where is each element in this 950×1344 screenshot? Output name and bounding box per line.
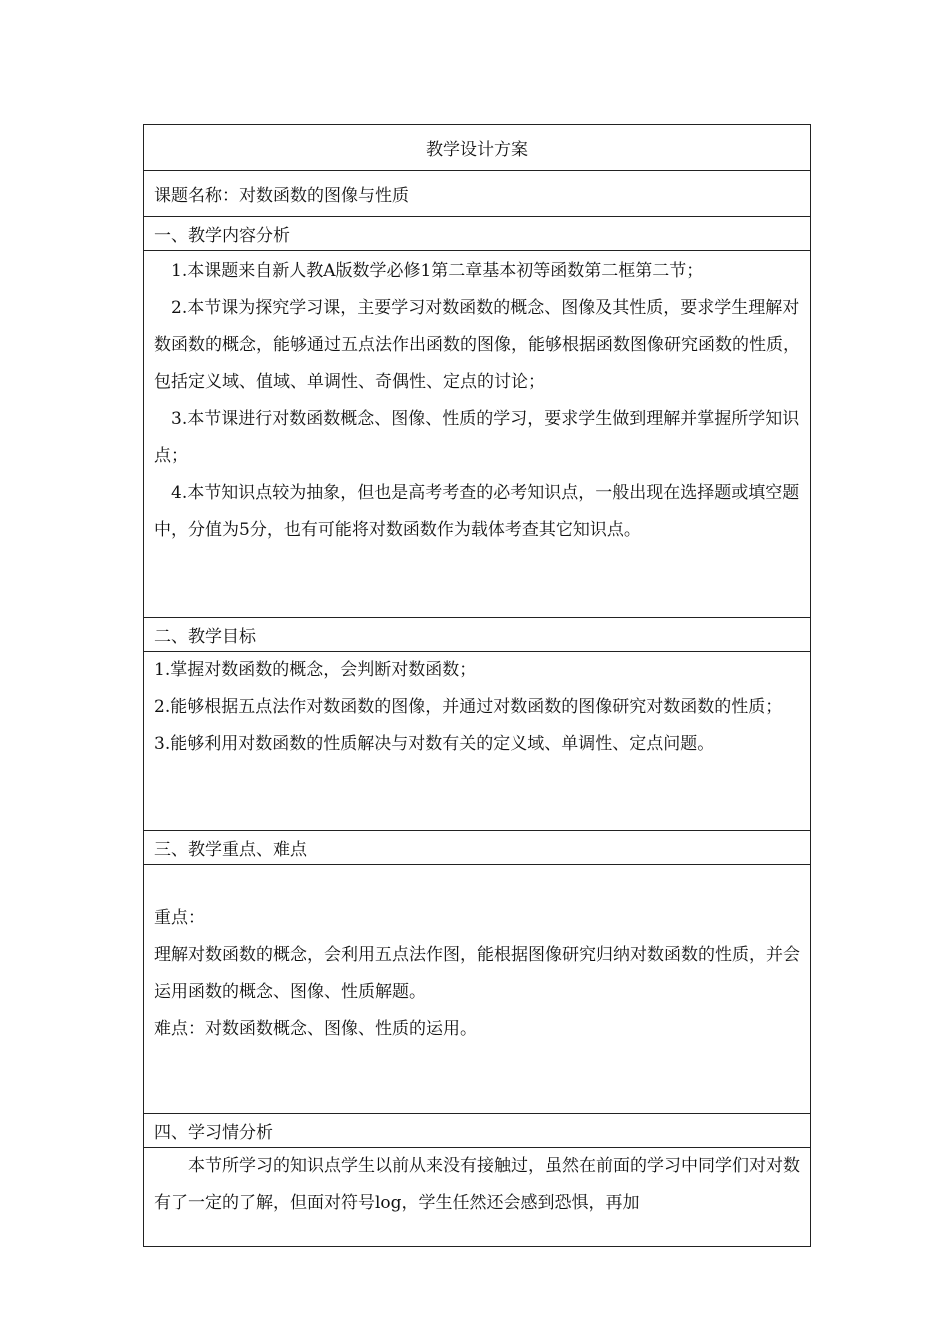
topic-name: 课题名称：对数函数的图像与性质 xyxy=(144,171,811,217)
section-1-body-row xyxy=(144,251,811,618)
section-1-heading-row xyxy=(144,217,811,251)
section-4-heading-row xyxy=(144,1114,811,1148)
paragraph: 3.本节课进行对数函数概念、图像、性质的学习，要求学生做到理解并掌握所学知识点； xyxy=(154,409,800,466)
paragraph: 4.本节知识点较为抽象，但也是高考考查的必考知识点，一般出现在选择题或填空题中，分值为5分，也有可能将对数函数作为载体考查其它知识点。 xyxy=(154,483,800,540)
section-3-heading-row xyxy=(144,831,811,865)
section-2-heading-row xyxy=(144,618,811,652)
paragraph: 本节所学习的知识点学生以前从来没有接触过，虽然在前面的学习中同学们对对数有了一定的了解，但面对符号log，学生任然还会感到恐惧，再加 xyxy=(154,1156,800,1213)
topic-row xyxy=(144,171,811,217)
paragraph: 2.能够根据五点法作对数函数的图像，并通过对数函数的图像研究对数函数的性质； xyxy=(154,697,783,717)
paragraph: 1.掌握对数函数的概念，会判断对数函数； xyxy=(154,660,477,680)
title-row xyxy=(144,125,811,171)
section-2-body-row xyxy=(144,652,811,831)
section-body-content-analysis xyxy=(144,251,811,618)
section-heading-key-points: 三、教学重点、难点 xyxy=(144,831,811,865)
section-heading-content-analysis: 一、教学内容分析 xyxy=(144,217,811,251)
section-4-body-row xyxy=(144,1148,811,1247)
section-heading-learner-analysis: 四、学习情分析 xyxy=(144,1114,811,1148)
paragraph: 2.本节课为探究学习课，主要学习对数函数的概念、图像及其性质，要求学生理解对数函数的概念，能够通过五点法作出函数的图像，能够根据函数图像研究函数的性质，包括定义域、值域、单调性、奇偶性、定点的讨论； xyxy=(154,298,800,392)
paragraph: 重点： xyxy=(154,908,205,928)
section-body-learner-analysis xyxy=(144,1148,811,1247)
paragraph: 3.能够利用对数函数的性质解决与对数有关的定义域、单调性、定点问题。 xyxy=(154,734,715,754)
paragraph: 理解对数函数的概念，会利用五点法作图，能根据图像研究归纳对数函数的性质，并会运用函数的概念、图像、性质解题。 xyxy=(154,945,800,1002)
lesson-plan-document xyxy=(143,124,811,1247)
section-body-key-points xyxy=(144,865,811,1114)
lesson-plan-table xyxy=(143,124,811,1247)
paragraph: 难点：对数函数概念、图像、性质的运用。 xyxy=(154,1019,477,1039)
section-body-objectives xyxy=(144,652,811,831)
table-title: 教学设计方案 xyxy=(144,125,811,171)
section-3-body-row xyxy=(144,865,811,1114)
section-heading-objectives: 二、教学目标 xyxy=(144,618,811,652)
paragraph: 1.本课题来自新人教A版数学必修1第二章基本初等函数第二框第二节； xyxy=(171,261,704,281)
